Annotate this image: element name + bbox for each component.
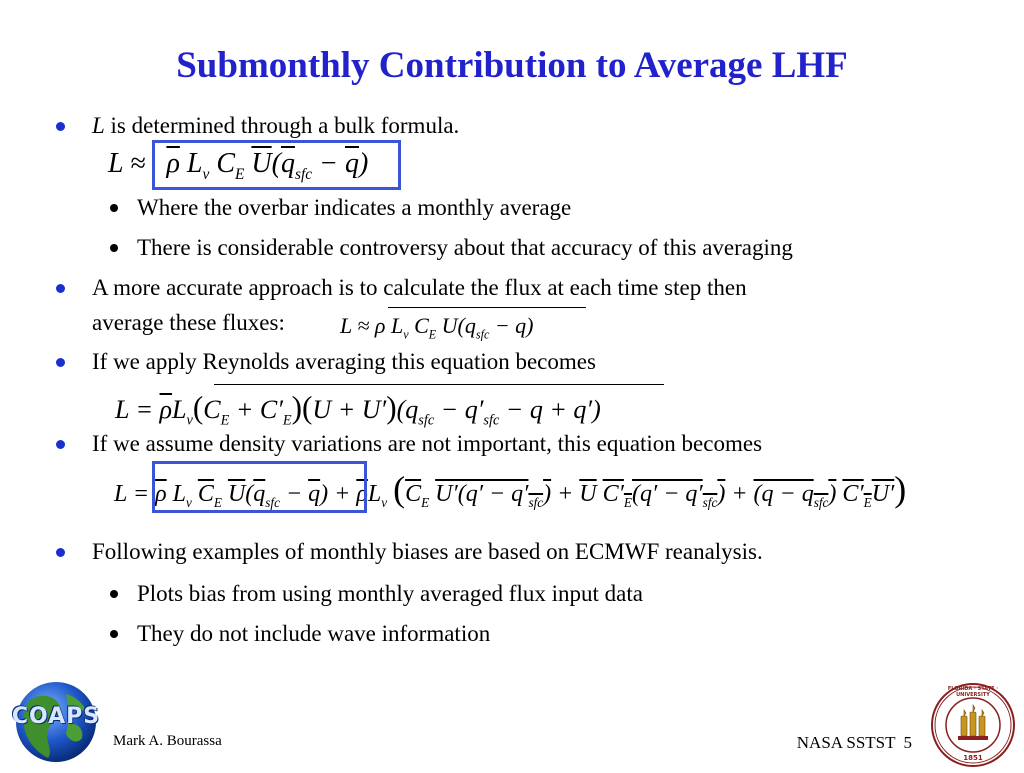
- coaps-logo: [8, 680, 104, 764]
- footer-event-name: NASA SSTST: [796, 733, 896, 752]
- bullet-bulk-formula: [92, 112, 459, 140]
- bullet-ecmwf: Following examples of monthly biases are based on ECMWF reanalysis.: [92, 539, 763, 564]
- equation-highlight-box: [152, 461, 367, 513]
- bullet-dot: [56, 122, 65, 131]
- bullet-dot: [56, 440, 65, 449]
- bulk-formula-text: is determined through a bulk formula.: [104, 113, 460, 138]
- footer-author: Mark A. Bourassa: [113, 733, 222, 749]
- equation-overline: [388, 307, 586, 308]
- bullet-reynolds: If we apply Reynolds averaging this equation becomes: [92, 349, 596, 374]
- footer-event: [789, 733, 912, 753]
- bullet-density: If we assume density variations are not important, this equation becomes: [92, 431, 763, 456]
- sub-bullet-wave: They do not include wave information: [137, 621, 491, 646]
- equation-decomposed: $L = \overline{\rho}$ $L_v$ $\overline{C}_E$ $\overline{U}(\overline{q}_{sfc} - \overline{q}) + \overline{\rho}L_v$ ($\overline{C}_E$ $U'(q' - q'_{sfc}) + \overline{U}$ $C'_E(q' - q'_{sfc}) + (q - q_{sfc})$ $C'_EU'$): [114, 469, 907, 510]
- bullet-dot: [56, 284, 65, 293]
- equation-bulk: $L \approx \overline{\rho}$ $L_v$ $C_E$ $\overline{U}(\overline{q}_{sfc} - \overline{q})$: [108, 148, 369, 183]
- bullet-accurate-approach-line2: average these fluxes:: [92, 310, 285, 335]
- bulk-formula-variable: L: [92, 113, 105, 138]
- equation-instantaneous: L ≈ ρ $L_v$ $C_E$ $U(q_{sfc} - q)$: [340, 313, 534, 342]
- sub-bullet-plots-bias: Plots bias from using monthly averaged flux input data: [137, 581, 643, 606]
- sub-bullet-dot: [110, 244, 118, 252]
- slide-title: Submonthly Contribution to Average LHF: [176, 45, 848, 86]
- sub-bullet-dot: [110, 204, 118, 212]
- slide-number: 5: [903, 733, 912, 752]
- seal-ring-text: FLORIDA · STATE · UNIVERSITY: [947, 686, 999, 698]
- sub-bullet-dot: [110, 630, 118, 638]
- sub-bullet-dot: [110, 590, 118, 598]
- equation-reynolds: $L = \overline{\rho}L_v(C_E + C'_E)(U + U')(q_{sfc} - q'_{sfc} - q + q')$: [115, 390, 601, 429]
- university-seal: [930, 682, 1016, 768]
- seal-year: 1851: [963, 754, 983, 762]
- coaps-logo-text: COAPS: [11, 704, 101, 729]
- bullet-dot: [56, 358, 65, 367]
- bullet-accurate-approach-line1: A more accurate approach is to calculate the flux at each time step then: [92, 275, 747, 300]
- bullet-dot: [56, 548, 65, 557]
- equation-highlight-box: [152, 140, 401, 190]
- equation-overline: [214, 384, 664, 385]
- sub-bullet-controversy: There is considerable controversy about that accuracy of this averaging: [137, 235, 793, 260]
- sub-bullet-overbar: Where the overbar indicates a monthly average: [137, 195, 572, 220]
